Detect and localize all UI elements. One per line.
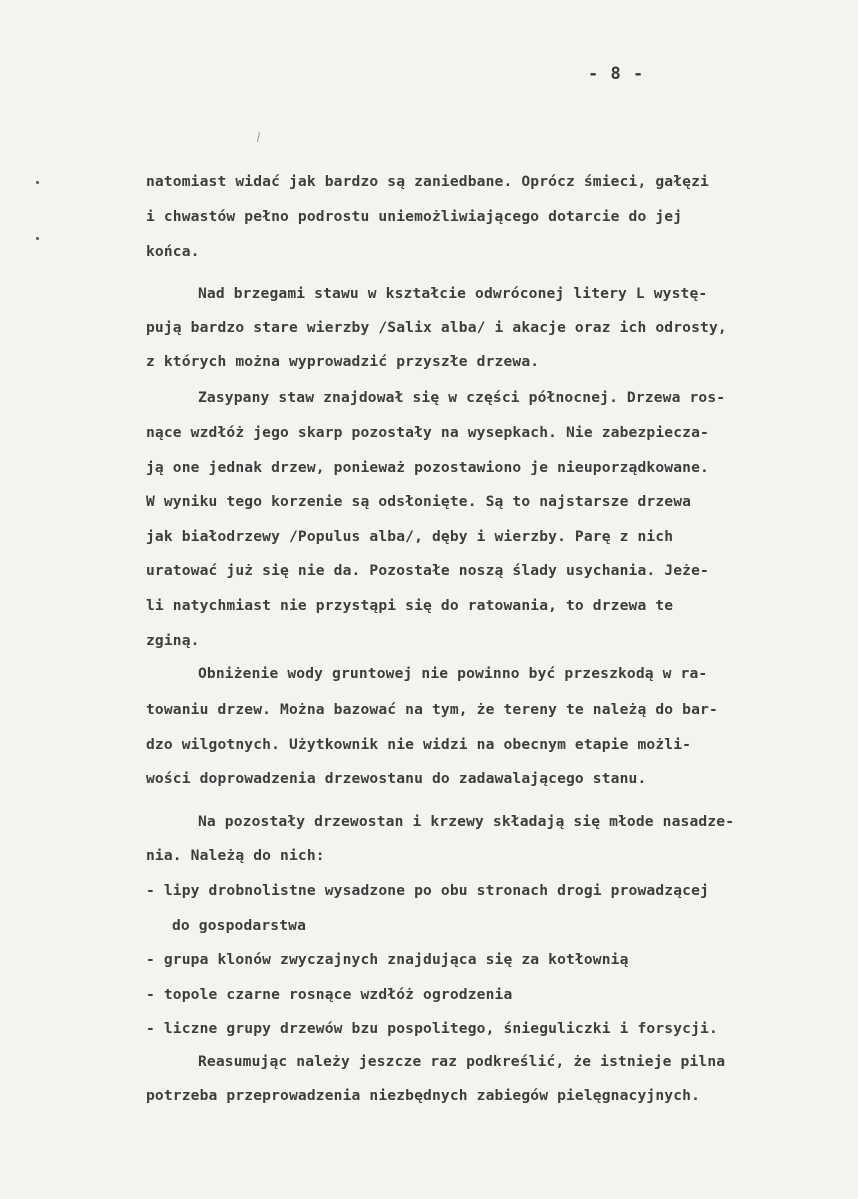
list-item: - liczne grupy drzewów bzu pospolitego, śnieguliczki i forsycji. bbox=[146, 1020, 718, 1037]
text-line: Reasumując należy jeszcze raz podkreślić, że istnieje pilna bbox=[198, 1053, 726, 1070]
list-item: - lipy drobnolistne wysadzone po obu stronach drogi prowadzącej bbox=[146, 882, 709, 899]
text-line: wości doprowadzenia drzewostanu do zadawalającego stanu. bbox=[146, 770, 647, 787]
text-line: Obniżenie wody gruntowej nie powinno być przeszkodą w ra- bbox=[198, 665, 708, 682]
text-line: W wyniku tego korzenie są odsłonięte. Są to najstarsze drzewa bbox=[146, 493, 692, 510]
text-line: końca. bbox=[146, 243, 200, 260]
text-line: jak białodrzewy /Populus alba/, dęby i wierzby. Parę z nich bbox=[146, 528, 674, 545]
text-line: li natychmiast nie przystąpi się do ratowania, to drzewa te bbox=[146, 597, 674, 614]
text-line: uratować już się nie da. Pozostałe noszą ślady usychania. Jeże- bbox=[146, 562, 709, 579]
margin-mark bbox=[36, 181, 39, 184]
pencil-mark bbox=[257, 132, 260, 142]
text-line: ją one jednak drzew, ponieważ pozostawiono je nieuporządkowane. bbox=[146, 459, 709, 476]
text-line: towaniu drzew. Można bazować na tym, że tereny te należą do bar- bbox=[146, 701, 718, 718]
list-item: - grupa klonów zwyczajnych znajdująca się za kotłownią bbox=[146, 951, 629, 968]
text-line: Na pozostały drzewostan i krzewy składają się młode nasadze- bbox=[198, 813, 735, 830]
text-line: Zasypany staw znajdował się w części północnej. Drzewa ros- bbox=[198, 389, 726, 406]
text-line: nia. Należą do nich: bbox=[146, 847, 325, 864]
text-line: z których można wyprowadzić przyszłe drzewa. bbox=[146, 353, 540, 370]
margin-mark bbox=[36, 237, 39, 240]
text-line: potrzeba przeprowadzenia niezbędnych zabiegów pielęgnacyjnych. bbox=[146, 1087, 701, 1104]
text-line: dzo wilgotnych. Użytkownik nie widzi na obecnym etapie możli- bbox=[146, 736, 692, 753]
text-line: i chwastów pełno podrostu uniemożliwiającego dotarcie do jej bbox=[146, 208, 683, 225]
list-item: - topole czarne rosnące wzdłóż ogrodzenia bbox=[146, 986, 513, 1003]
text-line: Nad brzegami stawu w kształcie odwróconej litery L wystę- bbox=[198, 285, 708, 302]
text-line: pują bardzo stare wierzby /Salix alba/ i akacje oraz ich odrosty, bbox=[146, 319, 727, 336]
list-item-continuation: do gospodarstwa bbox=[172, 917, 307, 934]
text-line: nące wzdłóż jego skarp pozostały na wysepkach. Nie zabezpiecza- bbox=[146, 424, 709, 441]
text-line: natomiast widać jak bardzo są zaniedbane. Oprócz śmieci, gałęzi bbox=[146, 173, 709, 190]
text-line: zginą. bbox=[146, 632, 200, 649]
page-number: - 8 - bbox=[588, 64, 645, 84]
